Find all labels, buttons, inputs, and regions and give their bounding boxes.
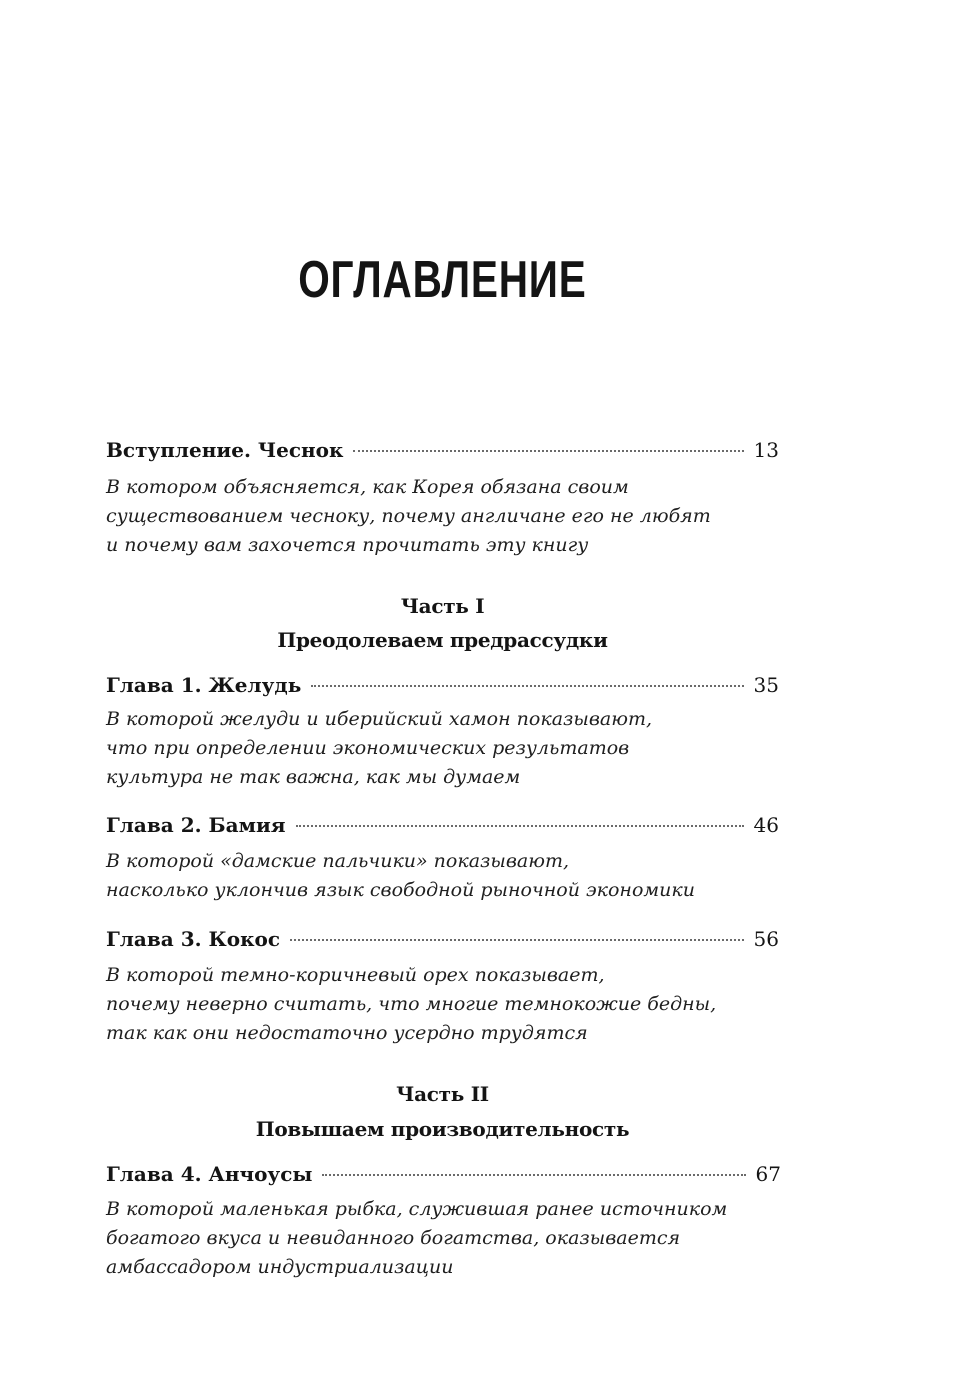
part-label: Часть I bbox=[400, 594, 485, 618]
entry-title: Глава 1. Желудь bbox=[106, 673, 302, 697]
entry-description bbox=[106, 705, 806, 792]
toc-entry-chapter-2[interactable] bbox=[106, 813, 779, 837]
toc-entry-chapter-1[interactable] bbox=[106, 673, 779, 697]
description-line: насколько уклончив язык свободной рыночной экономики bbox=[106, 879, 695, 901]
entry-title: Глава 2. Бамия bbox=[106, 813, 286, 837]
description-line: существованием чесноку, почему англичане его не любят bbox=[106, 505, 711, 527]
page-number: 46 bbox=[753, 813, 779, 837]
description-line: почему неверно считать, что многие темнокожие бедны, bbox=[106, 993, 717, 1015]
description-line: так как они недостаточно усердно трудятся bbox=[106, 1022, 588, 1044]
page-title: ОГЛАВЛЕНИЕ bbox=[298, 251, 587, 309]
page-number: 35 bbox=[753, 673, 779, 697]
entry-title: Глава 4. Анчоусы bbox=[106, 1162, 313, 1186]
entry-description bbox=[106, 1195, 806, 1282]
entry-description bbox=[106, 847, 806, 905]
description-line: В которой желуди и иберийский хамон показывают, bbox=[106, 708, 653, 730]
description-line: что при определении экономических результатов bbox=[106, 737, 630, 759]
page-number: 56 bbox=[753, 927, 779, 951]
description-line: богатого вкуса и невиданного богатства, оказывается bbox=[106, 1227, 681, 1249]
description-line: В котором объясняется, как Корея обязана своим bbox=[106, 476, 629, 498]
description-line: В которой «дамские пальчики» показывают, bbox=[106, 850, 570, 872]
toc-entry-chapter-4[interactable] bbox=[106, 1162, 781, 1186]
dot-leader bbox=[311, 685, 743, 687]
page-number: 13 bbox=[753, 438, 779, 462]
description-line: В которой маленькая рыбка, служившая ранее источником bbox=[106, 1198, 728, 1220]
entry-title: Глава 3. Кокос bbox=[106, 927, 281, 951]
description-line: амбассадором индустриализации bbox=[106, 1256, 454, 1278]
part-title: Повышаем производительность bbox=[255, 1117, 630, 1141]
dot-leader bbox=[290, 939, 744, 941]
description-line: и почему вам захочется прочитать эту книгу bbox=[106, 534, 589, 556]
entry-description bbox=[106, 961, 806, 1048]
part-label: Часть II bbox=[396, 1082, 489, 1106]
description-line: культура не так важна, как мы думаем bbox=[106, 766, 521, 788]
toc-entry-intro[interactable] bbox=[106, 438, 779, 462]
page-number: 67 bbox=[755, 1162, 781, 1186]
entry-title: Вступление. Чеснок bbox=[106, 438, 344, 462]
toc-entry-chapter-3[interactable] bbox=[106, 927, 779, 951]
dot-leader bbox=[296, 825, 744, 827]
entry-description bbox=[106, 473, 806, 560]
dot-leader bbox=[353, 450, 743, 452]
dot-leader bbox=[322, 1174, 745, 1176]
part-title: Преодолеваем предрассудки bbox=[277, 628, 608, 652]
description-line: В которой темно-коричневый орех показывает, bbox=[106, 964, 605, 986]
